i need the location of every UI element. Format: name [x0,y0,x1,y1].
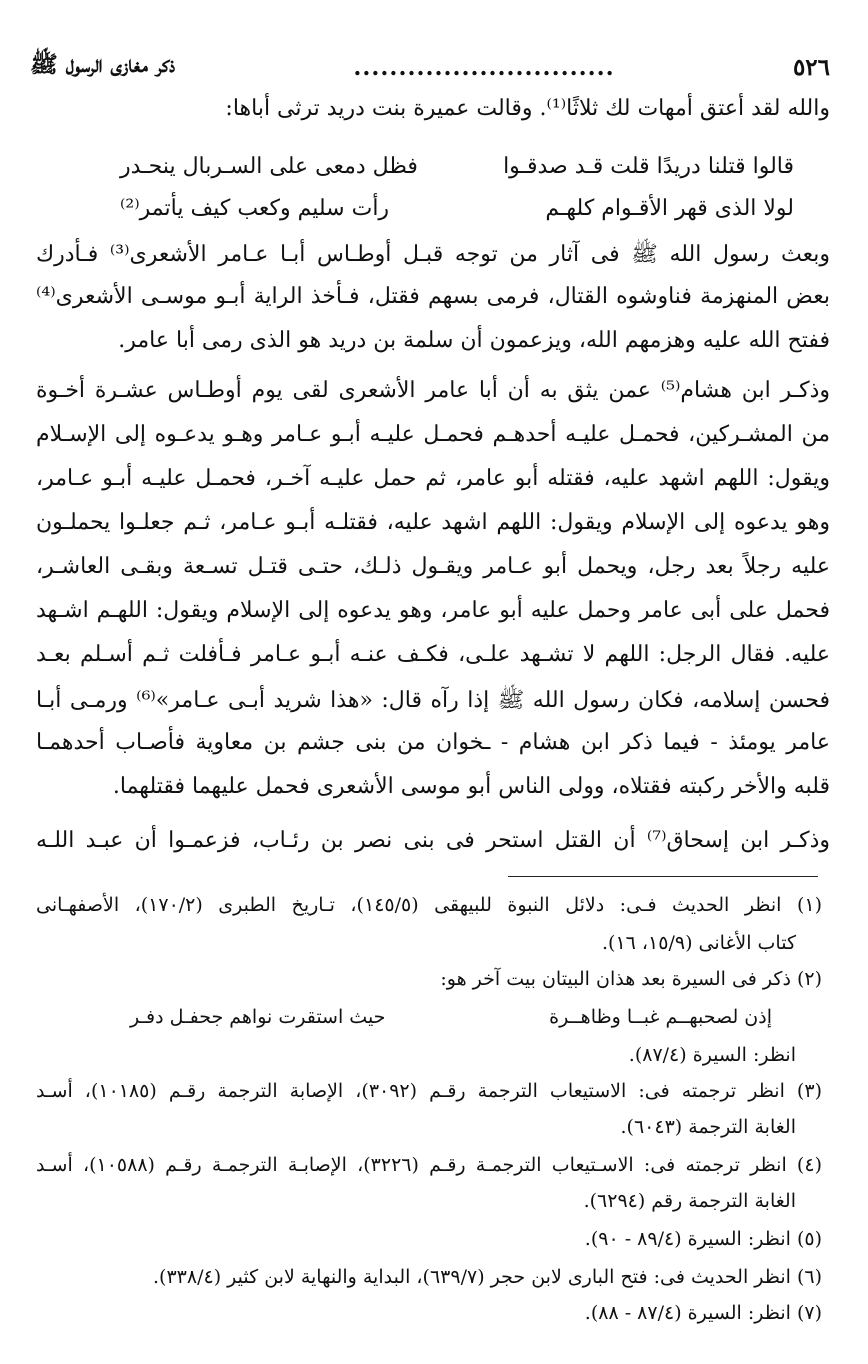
poem-verse [120,154,794,179]
verse-second-hemistich: رأت سليم وكعب كيف يأتمر⁽²⁾ [120,196,390,221]
footnote-line: (٢) ذكر فى السيرة بعد هذان البيتان بيت آخر هو: [440,968,822,990]
footnote-verse [130,1006,772,1028]
footnote-line: (٦) انظر الحديث فى: فتح البارى لابن حجر (٦٣٩/٧)، البداية والنهاية لابن كثير (٣٣٨/٤). [153,1266,822,1288]
verse-second-hemistich: حيث استقرت نواهم جحفـل دفـر [130,1006,386,1028]
verse-second-hemistich: فظل دمعى على السـربال ينحـدر [120,154,418,179]
footnote-line: كتاب الأغانى (١٥/٩، ١٦). [602,932,796,954]
text-line: بعض المنهزمة فناوشوه القتال، فرمى بسهم فقتل، فـأخذ الراية أبـو موسـى الأشعرى⁽⁴⁾ [36,284,830,309]
text-line: وهو يدعوه إلى الإسلام ويقول: اللهم اشهد عليه، فقتلـه أبـو عـامر، ثـم جعلـوا يحملـون [36,510,830,535]
text-line: وبعث رسول الله ﷺ فى آثار من توجه قبـل أوطـاس أبـا عـامر الأشعرى⁽³⁾ فـأدرك [36,242,830,267]
footnote-line: الغابة الترجمة (٦٠٤٣). [620,1116,796,1138]
running-header [30,50,830,84]
text-line: ويقول: اللهم اشهد عليه، فقتله أبو عامر، ثم حمل عليـه آخـر، فحمـل عليـه أبـو عـامر، [36,466,830,491]
footnote-line: الغابة الترجمة رقم (٦٢٩٤). [583,1190,796,1212]
text-line: عليه. فقال الرجل: اللهم لا تشـهد علـى، فكـف عنـه أبـو عـامر فـأفلت ثـم أسـلم بعـد [36,642,830,667]
verse-first-hemistich: قالوا قتلنا دريدًا قلت قـد صدقـوا [503,154,794,179]
header-dots: ............................. [353,53,615,81]
chapter-title: ذكر مغازى الرسول ﷺ [30,51,176,78]
text-line: وذكـر ابن إسحاق⁽⁷⁾ أن القتل استحر فى بنى نصر بن رئـاب، فزعمـوا أن عبـد اللـه [36,828,830,853]
text-line: عليه رجلاً بعد رجل، ويحمل أبو عـامر ويقـول ذلـك، حتـى قتـل تسـعة وبقـى العاشـر، [36,554,830,579]
text-line: فحسن إسلامه، فكان رسول الله ﷺ إذا رآه قال: «هذا شريد أبـى عـامر»⁽⁶⁾ ورمـى أبـا [36,688,830,713]
text-line: وذكـر ابن هشام⁽⁵⁾ عمن يثق به أن أبا عامر الأشعرى لقى يوم أوطـاس عشـرة أخـوة [36,378,831,403]
poem-verse [120,196,794,221]
text-line: من المشـركين، فحمـل عليـه أحدهـم فحمـل عليـه أبـو عـامر وهـو يدعـوه إلى الإسـلام [36,422,830,447]
footnote-line: (١) انظر الحديث فـى: دلائل النبوة للبيهقى (١٤٥/٥)، تـاريخ الطبرى (١٧٠/٢)، الأصفهـانى [36,894,823,916]
footnote-line: انظر: السيرة (٨٧/٤). [628,1044,796,1066]
text-line: والله لقد أعتق أمهات لك ثلاثًا⁽¹⁾. وقالت عميرة بنت دريد ترثى أباها: [225,96,830,121]
footnote-line: (٤) انظر ترجمته فى: الاسـتيعاب الترجمـة رقـم (٣٢٢٦)، الإصابـة الترجمـة رقـم (١٠٥٨٨)، أسـد [36,1154,822,1176]
verse-first-hemistich: إذن لصحبهــم غبــا وظاهــرة [549,1006,772,1028]
footnote-line: (٧) انظر: السيرة (٨٧/٤ - ٨٨). [584,1302,822,1324]
footnote-line: (٥) انظر: السيرة (٨٩/٤ - ٩٠). [584,1228,822,1250]
page-number: ٥٢٦ [792,53,830,81]
footnote-line: (٣) انظر ترجمته فى: الاستيعاب الترجمة رقـم (٣٠٩٢)، الإصابة الترجمة رقـم (١٠١٨٥)، أسـد [36,1080,822,1102]
text-line: قلبه والأخر ركبته فقتلاه، وولى الناس أبو موسى الأشعرى فحمل عليهما فقتلهما. [112,774,830,799]
text-line: فحمل على أبى عامر وحمل عليه أبو عامر، وهو يدعوه إلى الإسلام ويقول: اللهـم اشـهد [36,598,830,623]
verse-first-hemistich: لولا الذى قهر الأقـوام كلهـم [545,196,794,221]
text-line: عامر يومئذ - فيما ذكر ابن هشام - ـخوان من بنى جشم بن معاوية فأصـاب أحدهمـا [36,730,830,755]
text-line: ففتح الله عليه وهزمهم الله، ويزعمون أن سلمة بن دريد هو الذى رمى أبا عامر. [118,328,830,353]
footnote-separator [508,876,818,877]
